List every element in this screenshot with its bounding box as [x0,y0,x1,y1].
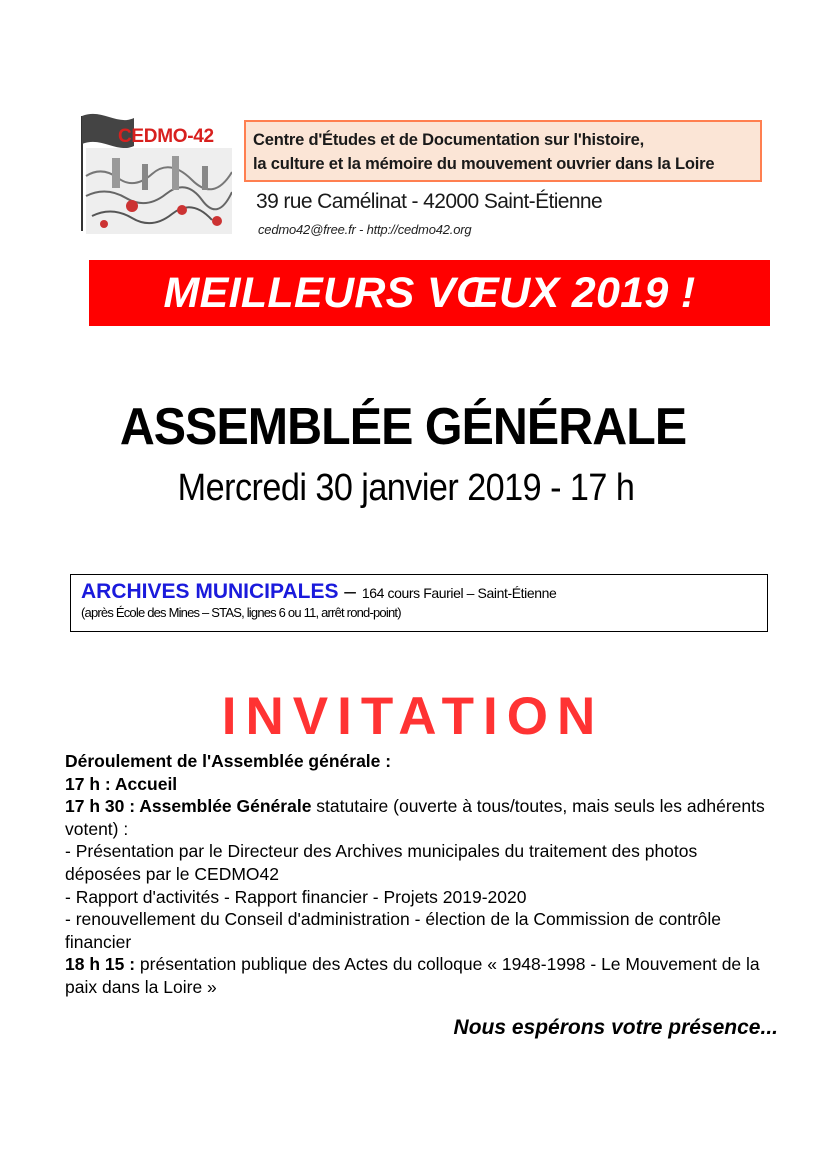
program-item-colloquium-text: présentation publique des Actes du colloque « 1948-1998 - Le Mouvement de la paix dans la Loire » [65,954,760,997]
greetings-banner: MEILLEURS VŒUX 2019 ! [89,260,770,326]
location-box [70,574,768,632]
location-line [81,580,767,604]
location-directions: (après École des Mines – STAS, lignes 6 ou 11, arrêt rond-point) [81,605,401,620]
program-item-assembly-text: statutaire (ouverte à tous/toutes, mais seuls les adhérents votent) : [65,796,765,839]
program-item-colloquium [65,953,765,998]
program-item-assembly [65,795,765,840]
location-dash: – [338,580,362,603]
event-title: ASSEMBLÉE GÉNÉRALE [119,398,687,456]
location-address: 164 cours Fauriel – Saint-Étienne [361,585,557,601]
organization-box [244,120,762,182]
program-item-welcome: 17 h : Accueil [65,773,178,794]
location-name: ARCHIVES MUNICIPALES [81,580,339,603]
organization-line-1: Centre d'Études et de Documentation sur l'histoire, [253,131,644,149]
program-line-presentation: - Présentation par le Directeur des Archives municipales du traitement des photos déposées par le CEDMO42 [65,841,698,884]
organization-line-2: la culture et la mémoire du mouvement ouvrier dans la Loire [253,155,715,173]
organization-contact: cedmo42@free.fr - http://cedmo42.org [258,222,472,237]
program-heading: Déroulement de l'Assemblée générale : [65,751,392,771]
program-item-assembly-time: 17 h 30 : Assemblée Générale [65,796,312,817]
program-line-reports: - Rapport d'activités - Rapport financier - Projets 2019-2020 [65,886,527,907]
invitation-heading: INVITATION [221,687,605,746]
program-line-renewal: - renouvellement du Conseil d'administration - élection de la Commission de contrôle financier [65,909,722,952]
event-date: Mercredi 30 janvier 2019 - 17 h [177,467,635,509]
program [65,750,765,999]
closing-message: Nous espérons votre présence... [453,1016,778,1039]
logo-label: CEDMO-42 [118,126,214,147]
organization-address: 39 rue Camélinat - 42000 Saint-Étienne [256,190,603,213]
program-item-colloquium-time: 18 h 15 : [65,954,136,975]
